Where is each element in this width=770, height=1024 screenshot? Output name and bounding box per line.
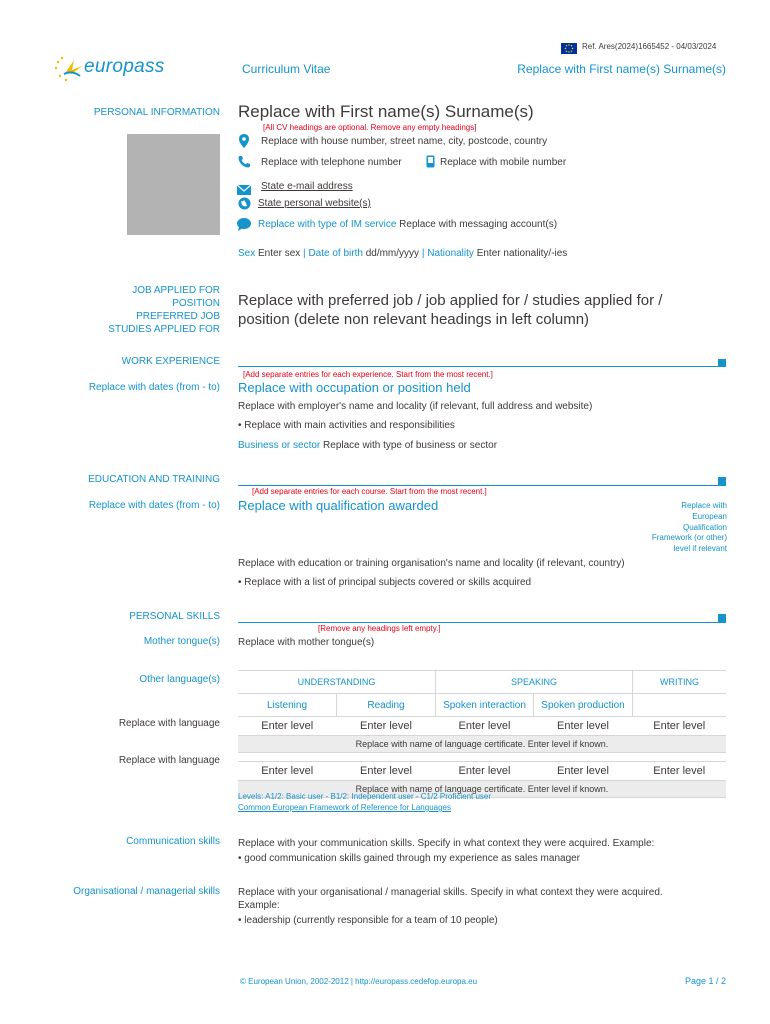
cv-headings-note: [All CV headings are optional. Remove any empty headings] <box>263 123 477 132</box>
job-applied-value: Replace with preferred job / job applied for / studies applied for / position (delete non relevant headings in left column) <box>238 292 663 328</box>
communication-line: Replace with your communication skills. Specify in what context they were acquired. Example: <box>238 838 655 849</box>
sector-value: Replace with type of business or sector <box>323 440 498 451</box>
work-activities: • Replace with main activities and responsibilities <box>238 420 455 431</box>
dob-value: dd/mm/yyyy <box>365 248 420 259</box>
eqf-line: European <box>692 511 727 521</box>
job-label-line: STUDIES APPLIED FOR <box>108 324 220 335</box>
organisational-skills <box>238 886 663 927</box>
language-table <box>238 670 726 798</box>
language-label: Replace with language <box>118 718 220 729</box>
job-label-line: JOB APPLIED FOR <box>132 285 220 296</box>
telephone: Replace with telephone number <box>261 157 402 168</box>
level-cell[interactable]: Enter level <box>436 762 534 781</box>
language-certificate[interactable]: Replace with name of language certificate. Enter level if known. <box>238 781 726 798</box>
nationality-value: Enter nationality/-ies <box>476 248 568 259</box>
work-title: Replace with occupation or position held <box>238 380 471 395</box>
eqf-line: level if relevant <box>673 544 727 554</box>
im-line <box>258 219 557 230</box>
work-employer: Replace with employer's name and locality (if relevant, full address and website) <box>238 401 593 412</box>
understanding-header: UNDERSTANDING <box>238 671 436 694</box>
language-label: Replace with language <box>118 755 220 766</box>
language-table-header <box>238 671 726 694</box>
level-cell[interactable]: Enter level <box>534 762 633 781</box>
level-cell[interactable]: Enter level <box>337 717 436 736</box>
eqf-line: Qualification <box>682 522 727 532</box>
language-certificate-row <box>238 736 726 753</box>
education-title: Replace with qualification awarded <box>238 498 439 513</box>
eu-flag-icon <box>561 41 577 52</box>
section-divider <box>238 485 726 486</box>
globe-icon <box>238 197 251 215</box>
section-divider <box>238 622 726 623</box>
level-cell[interactable]: Enter level <box>337 762 436 781</box>
eqf-line: Framework (or other) <box>651 533 727 543</box>
cv-header-label: Curriculum Vitae <box>242 62 331 76</box>
language-table-subheader <box>238 694 726 717</box>
mother-tongue-label: Mother tongue(s) <box>143 636 220 647</box>
chat-bubble-icon <box>237 218 251 236</box>
header-name: Replace with First name(s) Surname(s) <box>517 62 726 76</box>
section-work-experience: WORK EXPERIENCE <box>121 356 220 367</box>
skills-note: [Remove any headings left empty.] <box>318 624 441 633</box>
work-dates: Replace with dates (from - to) <box>88 382 220 393</box>
im-label: Replace with type of IM service <box>258 219 397 230</box>
reference-number: Ref. Ares(2024)1665452 - 04/03/2024 <box>582 42 717 51</box>
organisational-skills-label: Organisational / managerial skills <box>73 886 220 897</box>
website-link[interactable]: State personal website(s) <box>258 198 371 209</box>
section-personal-skills: PERSONAL SKILLS <box>129 611 220 622</box>
speaking-header: SPEAKING <box>436 671 633 694</box>
personal-details-line: Sex Enter sex | Date of birth dd/mm/yyyy | Nationality Enter nationality/-ies <box>238 248 568 259</box>
communication-skills-label: Communication skills <box>126 836 220 847</box>
level-cell[interactable]: Enter level <box>633 762 727 781</box>
other-languages-label: Other language(s) <box>139 674 220 685</box>
organisational-line: Replace with your organisational / managerial skills. Specify in what context they were acquired. <box>238 887 663 898</box>
section-job-applied <box>40 284 220 336</box>
reading-header: Reading <box>337 694 436 717</box>
sex-value: Enter sex <box>258 248 301 259</box>
education-note: [Add separate entries for each course. Start from the most recent.] <box>252 487 487 496</box>
writing-header: WRITING <box>633 671 727 694</box>
section-education: EDUCATION AND TRAINING <box>88 474 220 485</box>
language-level-row <box>238 717 726 736</box>
mobile-icon <box>426 155 435 173</box>
section-marker-icon <box>718 614 726 622</box>
communication-skills <box>238 836 654 866</box>
education-subjects: • Replace with a list of principal subjects covered or skills acquired <box>238 577 532 588</box>
im-value: Replace with messaging account(s) <box>399 219 558 230</box>
levels-note-line[interactable]: Common European Framework of Reference for Languages <box>238 803 451 812</box>
telephone-icon <box>238 155 251 173</box>
levels-note-line: Levels: A1/2: Basic user - B1/2: Independent user - C1/2 Proficient user <box>238 792 492 801</box>
level-cell[interactable]: Enter level <box>534 717 633 736</box>
footer-copyright[interactable]: © European Union, 2002-2012 | http://europass.cedefop.europa.eu <box>240 977 478 986</box>
full-name: Replace with First name(s) Surname(s) <box>238 102 534 121</box>
address: Replace with house number, street name, city, postcode, country <box>261 136 548 147</box>
education-dates: Replace with dates (from - to) <box>88 500 220 511</box>
section-personal-information: PERSONAL INFORMATION <box>93 107 220 118</box>
location-pin-icon <box>239 134 249 153</box>
mobile: Replace with mobile number <box>440 157 567 168</box>
eqf-level <box>620 501 727 555</box>
work-sector-line <box>238 440 497 451</box>
dob-label: Date of birth <box>308 248 363 259</box>
level-cell[interactable]: Enter level <box>633 717 727 736</box>
section-marker-icon <box>718 477 726 485</box>
language-level-row <box>238 762 726 781</box>
spoken-interaction-header: Spoken interaction <box>436 694 534 717</box>
photo-placeholder[interactable] <box>127 134 220 235</box>
eqf-line: Replace with <box>681 501 727 510</box>
job-label-line: PREFERRED JOB <box>136 311 220 322</box>
email-link[interactable]: State e-mail address <box>261 181 353 192</box>
sex-label: Sex <box>238 248 256 259</box>
section-divider <box>238 366 726 367</box>
level-cell[interactable]: Enter level <box>238 717 337 736</box>
page-number: Page 1 / 2 <box>684 976 726 986</box>
spoken-production-header: Spoken production <box>534 694 633 717</box>
organisational-line: Example: <box>238 900 280 911</box>
level-cell[interactable]: Enter level <box>238 762 337 781</box>
levels-note <box>238 791 491 813</box>
nationality-label: Nationality <box>427 248 474 259</box>
europass-logo-text: europass <box>84 56 165 77</box>
sector-label: Business or sector <box>238 440 321 451</box>
organisational-line: • leadership (currently responsible for a team of 10 people) <box>238 915 498 926</box>
education-organisation: Replace with education or training organisation's name and locality (if relevant, country) <box>238 558 625 569</box>
mother-tongue-value: Replace with mother tongue(s) <box>238 637 375 648</box>
work-note: [Add separate entries for each experience. Start from the most recent.] <box>243 370 493 379</box>
writing-subheader <box>633 694 727 717</box>
section-marker-icon <box>718 359 726 367</box>
listening-header: Listening <box>238 694 337 717</box>
level-cell[interactable]: Enter level <box>436 717 534 736</box>
job-label-line: POSITION <box>172 298 220 309</box>
language-certificate[interactable]: Replace with name of language certificate. Enter level if known. <box>238 736 726 753</box>
communication-line: • good communication skills gained through my experience as sales manager <box>238 853 581 864</box>
